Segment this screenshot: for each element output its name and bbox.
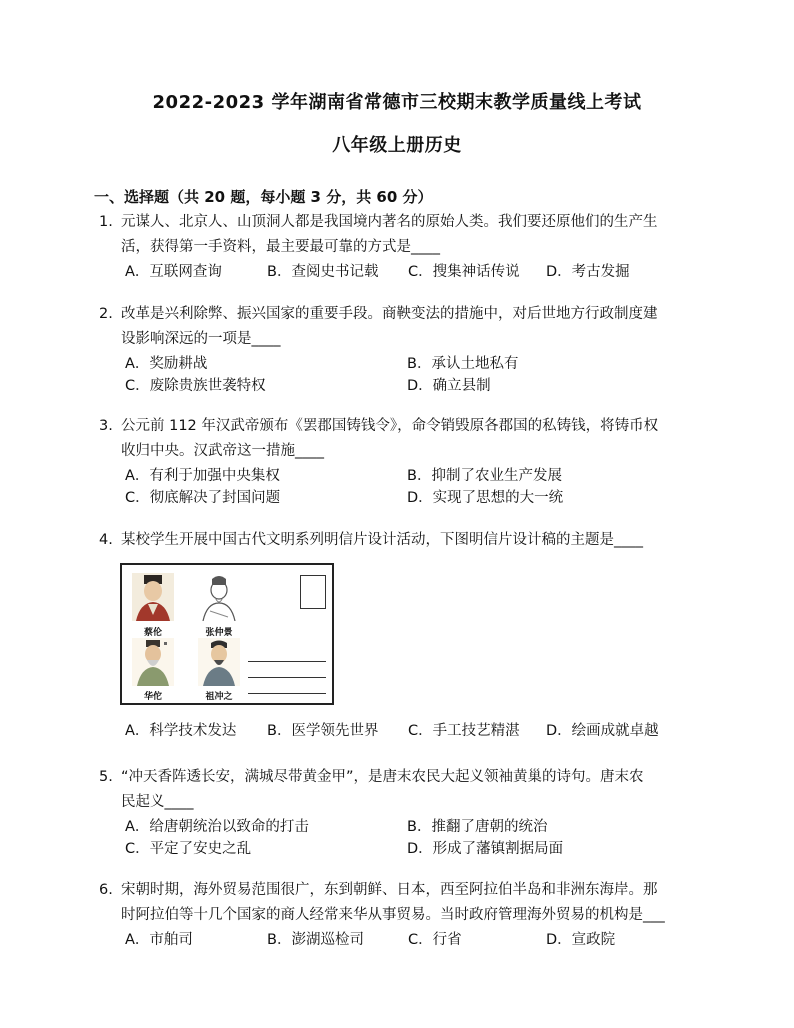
question-number: 5. bbox=[99, 769, 113, 785]
option-d: D．实现了思想的大一统 bbox=[407, 490, 564, 506]
option-d: D．形成了藩镇割据局面 bbox=[407, 841, 564, 857]
zhangzhongjing-portrait bbox=[198, 573, 240, 621]
option-c: C．搜集神话传说 bbox=[408, 264, 520, 280]
option-d: D．绘画成就卓越 bbox=[546, 723, 659, 739]
zuchongzhi-portrait bbox=[198, 638, 240, 686]
address-line bbox=[248, 693, 326, 694]
option-d: D．确立县制 bbox=[407, 378, 491, 394]
option-b: B．查阅史书记载 bbox=[267, 264, 379, 280]
option-a: A．奖励耕战 bbox=[125, 356, 208, 372]
question-text-line: 元谋人、北京人、山顶洞人都是我国境内著名的原始人类。我们要还原他们的生产生 bbox=[121, 214, 658, 230]
question-text-line: 宋朝时期，海外贸易范围很广，东到朝鲜、日本，西至阿拉伯半岛和非洲东海岸。那 bbox=[121, 882, 658, 898]
question-number: 4. bbox=[99, 532, 113, 548]
option-d: D．考古发掘 bbox=[546, 264, 630, 280]
question-4-options bbox=[99, 719, 709, 741]
question-4 bbox=[99, 528, 709, 553]
huatuo-portrait bbox=[132, 638, 174, 686]
option-a: A．互联网查询 bbox=[125, 264, 222, 280]
option-b: B．承认土地私有 bbox=[407, 356, 519, 372]
question-text-line: 某校学生开展中国古代文明系列明信片设计活动，下图明信片设计稿的主题是____ bbox=[121, 532, 643, 548]
option-c: C．行省 bbox=[408, 932, 462, 948]
portrait-name: 华佗 bbox=[143, 692, 162, 702]
option-c: C．废除贵族世袭特权 bbox=[125, 378, 266, 394]
stamp-box bbox=[300, 575, 326, 609]
question-number: 2. bbox=[99, 306, 113, 322]
portrait-name: 张仲景 bbox=[205, 628, 233, 638]
question-text-line: 公元前 112 年汉武帝颁布《罢郡国铸钱令》，命令销毁原各郡国的私铸钱，将铸币权 bbox=[121, 418, 659, 434]
portrait-name: 蔡伦 bbox=[143, 628, 162, 638]
address-line bbox=[248, 661, 326, 662]
question-5 bbox=[99, 765, 709, 859]
question-6 bbox=[99, 878, 709, 950]
option-b: B．推翻了唐朝的统治 bbox=[407, 819, 548, 835]
question-text-line: “冲天香阵透长安，满城尽带黄金甲”，是唐末农民大起义领袖黄巢的诗句。唐末农 bbox=[121, 769, 644, 785]
question-text-line: 改革是兴利除弊、振兴国家的重要手段。商鞅变法的措施中，对后世地方行政制度建 bbox=[121, 306, 658, 322]
option-b: B．医学领先世界 bbox=[267, 723, 379, 739]
cailun-portrait bbox=[132, 573, 174, 621]
option-c: C．彻底解决了封国问题 bbox=[125, 490, 281, 506]
question-text-line: 活，获得第一手资料，最主要最可靠的方式是____ bbox=[121, 239, 440, 255]
question-2 bbox=[99, 302, 709, 396]
option-c: C．平定了安史之乱 bbox=[125, 841, 252, 857]
section-heading: 一、选择题（共 20 题，每小题 3 分，共 60 分） bbox=[94, 188, 433, 206]
postcard-figure bbox=[120, 563, 334, 705]
option-a: A．有利于加强中央集权 bbox=[125, 468, 280, 484]
address-line bbox=[248, 677, 326, 678]
option-a: A．给唐朝统治以致命的打击 bbox=[125, 819, 309, 835]
exam-title: 2022-2023 学年湖南省常德市三校期末教学质量线上考试 bbox=[152, 92, 642, 113]
question-text-line: 民起义____ bbox=[121, 794, 194, 810]
question-number: 3. bbox=[99, 418, 113, 434]
question-number: 1. bbox=[99, 214, 113, 230]
option-b: B．抑制了农业生产发展 bbox=[407, 468, 562, 484]
question-text-line: 时阿拉伯等十几个国家的商人经常来华从事贸易。当时政府管理海外贸易的机构是___ bbox=[121, 907, 665, 923]
option-b: B．澎湖巡检司 bbox=[267, 932, 364, 948]
question-text-line: 收归中央。汉武帝这一措施____ bbox=[121, 443, 324, 459]
option-d: D．宣政院 bbox=[546, 932, 616, 948]
question-number: 6. bbox=[99, 882, 113, 898]
question-3 bbox=[99, 414, 709, 508]
question-1 bbox=[99, 210, 709, 282]
option-c: C．手工技艺精湛 bbox=[408, 723, 520, 739]
question-text-line: 设影响深远的一项是____ bbox=[121, 331, 281, 347]
option-a: A．科学技术发达 bbox=[125, 723, 237, 739]
exam-subtitle: 八年级上册历史 bbox=[332, 135, 462, 156]
portrait-name: 祖冲之 bbox=[205, 692, 233, 702]
option-a: A．市舶司 bbox=[125, 932, 193, 948]
